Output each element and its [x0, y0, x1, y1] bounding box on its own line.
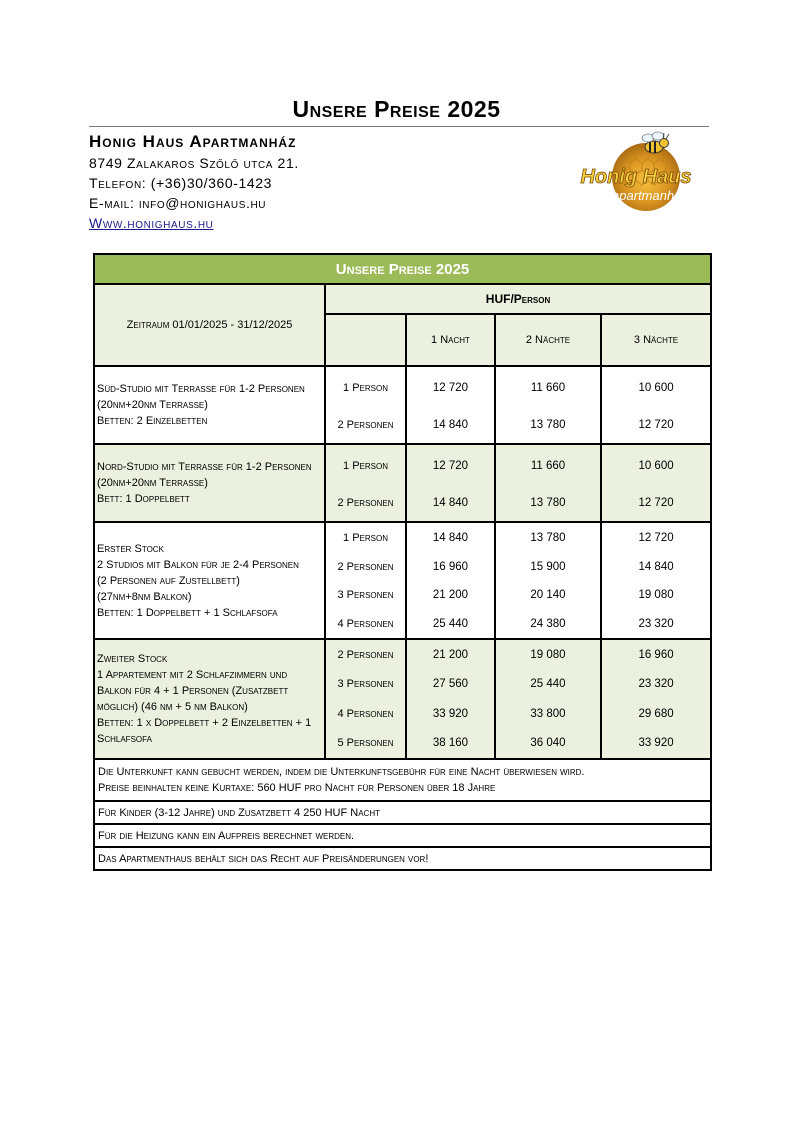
- note-line: Die Unterkunft kann gebucht werden, indem die Unterkunftsgebühr für eine Nacht überwiesen wird.: [98, 766, 585, 778]
- room-description-line: 2 Studios mit Balkon für je 2-4 Personen: [97, 558, 299, 571]
- persons-count: 4 Personen: [337, 617, 394, 630]
- price-2-nights: 33 800: [530, 707, 566, 720]
- persons-count-cell: [325, 639, 406, 759]
- room-description: [94, 639, 325, 759]
- price-2-nights: 19 080: [530, 648, 566, 661]
- room-description-line: möglich) (46 nm + 5 nm Balkon): [97, 701, 248, 713]
- price-3-nights: 16 960: [638, 648, 674, 661]
- price-3-nights: 19 080: [638, 589, 674, 601]
- col-header-1-night: 1 Nacht: [406, 314, 495, 366]
- price-1-night: 14 840: [432, 531, 469, 544]
- price-2-nights: 36 040: [530, 737, 566, 749]
- persons-count: 2 Personen: [337, 496, 394, 509]
- price-3-nights: 29 680: [638, 707, 674, 720]
- persons-count-cell: [325, 444, 406, 522]
- room-description-line: (2 Personen auf Zustellbett): [97, 574, 240, 587]
- room-description-line: (20nm+20nm Terrasse): [97, 399, 208, 411]
- price-rows: [94, 366, 711, 759]
- price-1-night: 12 720: [432, 382, 469, 394]
- note-row: [94, 801, 711, 824]
- price-3-nights: 23 320: [638, 617, 674, 630]
- note-text: [94, 824, 711, 847]
- price-3-nights-cell: [601, 639, 711, 759]
- price-table: [93, 253, 712, 871]
- note-row: [94, 759, 711, 801]
- company-email: E-mail: info@honighaus.hu: [89, 195, 267, 211]
- price-1-night: 14 840: [432, 496, 469, 509]
- room-description-line: Betten: 2 Einzelbetten: [97, 415, 208, 427]
- persons-count-cell: [325, 522, 406, 639]
- persons-count: 1 Person: [343, 460, 388, 472]
- room-description-line: (20nm+20nm Terrasse): [97, 477, 208, 489]
- price-1-night: 33 920: [432, 707, 469, 720]
- price-1-night: 27 560: [432, 678, 469, 690]
- price-2-nights: 20 140: [530, 589, 566, 601]
- price-3-nights-cell: [601, 366, 711, 444]
- col-header-2-nights: 2 Nächte: [495, 314, 601, 366]
- note-line: Für Kinder (3-12 Jahre) und Zusatzbett 4 250 HUF Nacht: [98, 806, 380, 819]
- persons-count: 5 Personen: [337, 737, 394, 749]
- price-2-nights-cell: [495, 639, 601, 759]
- room-description: [94, 366, 325, 444]
- price-3-nights: 10 600: [638, 382, 674, 394]
- persons-count: 2 Personen: [337, 648, 394, 661]
- page-title: Unsere Preise 2025: [292, 96, 501, 122]
- persons-count: 3 Personen: [337, 589, 394, 601]
- logo-tagline-text: apartmanház: [612, 188, 688, 203]
- price-notes: [94, 759, 711, 870]
- price-1-night: 25 440: [432, 617, 469, 630]
- price-2-nights: 25 440: [530, 678, 566, 690]
- persons-count: 2 Personen: [337, 560, 394, 573]
- col-header-3-nights: 3 Nächte: [601, 314, 711, 366]
- price-3-nights-cell: [601, 522, 711, 639]
- note-row: [94, 847, 711, 870]
- note-line: Für die Heizung kann ein Aufpreis berechnet werden.: [98, 829, 355, 842]
- price-1-night: 38 160: [432, 737, 469, 749]
- room-description: [94, 522, 325, 639]
- room-description: [94, 444, 325, 522]
- price-2-nights-cell: [495, 444, 601, 522]
- price-2-nights: 13 780: [530, 496, 566, 509]
- persons-count-cell: [325, 366, 406, 444]
- price-3-nights-cell: [601, 444, 711, 522]
- price-1-night: 21 200: [432, 648, 469, 661]
- company-phone: Telefon: (+36)30/360-1423: [89, 175, 273, 191]
- note-text: [94, 801, 711, 824]
- price-2-nights-cell: [495, 366, 601, 444]
- price-2-nights: 24 380: [530, 617, 566, 630]
- room-description-line: (27nm+8nm Balkon): [97, 590, 192, 603]
- price-3-nights: 23 320: [638, 678, 674, 690]
- price-2-nights: 11 660: [530, 382, 566, 394]
- room-description-line: Bett: 1 Doppelbett: [97, 493, 190, 505]
- price-1-night-cell: [406, 639, 495, 759]
- room-description-line: Betten: 1 Doppelbett + 1 Schlafsofa: [97, 606, 278, 619]
- persons-count: 4 Personen: [337, 707, 394, 720]
- price-1-night-cell: [406, 366, 495, 444]
- company-address: 8749 Zalakaros Szőlő utca 21.: [89, 155, 299, 171]
- price-1-night: 16 960: [432, 560, 469, 573]
- logo-brand-text: Honig Haus: [580, 166, 692, 188]
- table-row: [94, 522, 711, 639]
- note-text: [94, 847, 711, 870]
- table-row: [94, 366, 711, 444]
- persons-count: 1 Person: [343, 382, 388, 394]
- website-link[interactable]: Www.honighaus.hu: [89, 215, 214, 231]
- price-3-nights: 12 720: [638, 418, 674, 431]
- price-3-nights: 12 720: [638, 531, 674, 544]
- price-2-nights-cell: [495, 522, 601, 639]
- persons-count: 1 Person: [343, 531, 388, 544]
- room-description-line: Betten: 1 x Doppelbett + 2 Einzelbetten + 1: [97, 717, 312, 729]
- room-description-line: Nord-Studio mit Terrasse für 1-2 Personen: [97, 461, 312, 473]
- room-description-line: 1 Appartement mit 2 Schlafzimmern und: [97, 669, 288, 681]
- note-row: [94, 824, 711, 847]
- table-row: [94, 639, 711, 759]
- note-line: Das Apartmenthaus behält sich das Recht auf Preisänderungen vor!: [98, 852, 429, 865]
- price-3-nights: 12 720: [638, 496, 674, 509]
- price-3-nights: 33 920: [638, 737, 674, 749]
- price-1-night: 21 200: [432, 589, 469, 601]
- room-description-line: Süd-Studio mit Terrasse für 1-2 Personen: [97, 383, 305, 395]
- period-label: Zeitraum 01/01/2025 - 31/12/2025: [94, 284, 325, 366]
- company-logo: [570, 127, 702, 219]
- price-1-night: 12 720: [432, 460, 469, 472]
- price-unit-header: HUF/Person: [325, 284, 711, 314]
- room-description-line: Erster Stock: [97, 542, 164, 555]
- note-line: Preise beinhalten keine Kurtaxe: 560 HUF pro Nacht für Personen über 18 Jahre: [98, 782, 496, 794]
- price-3-nights: 14 840: [638, 560, 674, 573]
- company-name: Honig Haus Apartmanház: [89, 132, 297, 151]
- price-3-nights: 10 600: [638, 460, 674, 472]
- price-table-title: Unsere Preise 2025: [94, 254, 711, 284]
- room-description-line: Zweiter Stock: [97, 653, 168, 665]
- table-row: [94, 444, 711, 522]
- price-1-night: 14 840: [432, 418, 469, 431]
- price-1-night-cell: [406, 444, 495, 522]
- persons-count: 2 Personen: [337, 418, 394, 431]
- price-2-nights: 13 780: [530, 531, 566, 544]
- company-header: [89, 132, 299, 233]
- room-description-line: Balkon für 4 + 1 Personen (Zusatzbett: [97, 685, 289, 697]
- room-description-line: Schlafsofa: [97, 733, 152, 745]
- persons-header: [325, 314, 406, 366]
- price-2-nights: 11 660: [530, 460, 566, 472]
- note-text: [94, 759, 711, 801]
- price-1-night-cell: [406, 522, 495, 639]
- price-2-nights: 15 900: [530, 560, 566, 573]
- price-2-nights: 13 780: [530, 418, 566, 431]
- persons-count: 3 Personen: [337, 678, 394, 690]
